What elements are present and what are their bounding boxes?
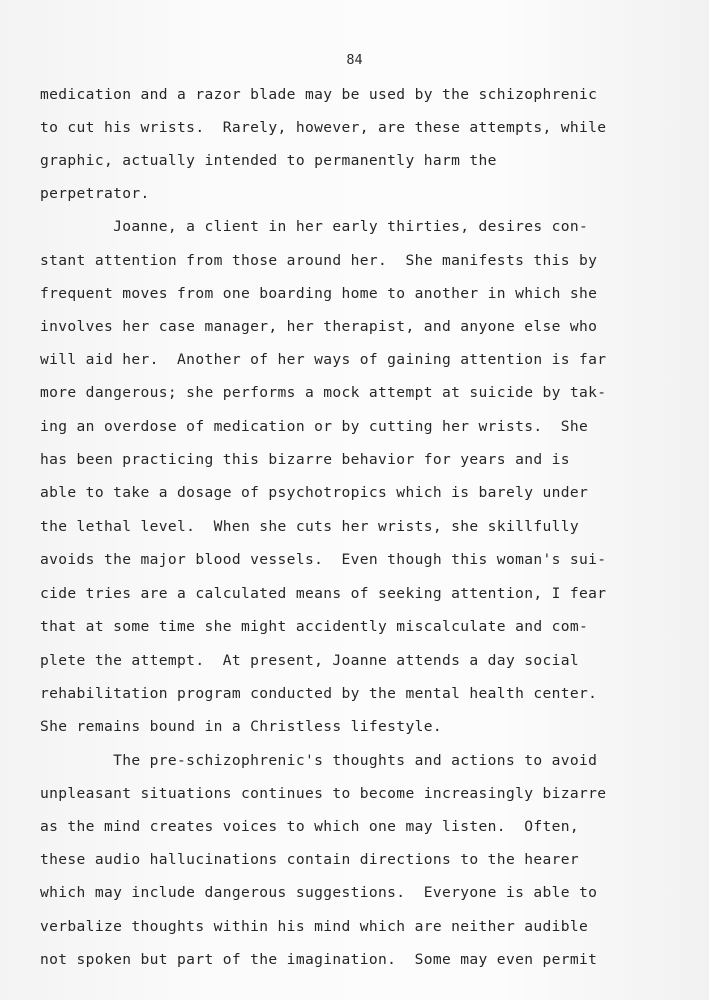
text-line: these audio hallucinations contain directions to the hearer (40, 851, 580, 868)
text-line: graphic, actually intended to permanently harm the (40, 152, 497, 169)
text-line: perpetrator. (40, 185, 150, 202)
text-line: involves her case manager, her therapist, and anyone else who (40, 318, 598, 335)
text-line: unpleasant situations continues to become increasingly bizarre (40, 785, 607, 802)
text-line: that at some time she might accidently miscalculate and com- (40, 618, 589, 635)
text-line: which may include dangerous suggestions. Everyone is able to (40, 884, 598, 901)
text-line: verbalize thoughts within his mind which are neither audible (40, 918, 589, 935)
text-line: avoids the major blood vessels. Even though this woman's sui- (40, 551, 607, 568)
text-line: able to take a dosage of psychotropics which is barely under (40, 484, 589, 501)
text-line: will aid her. Another of her ways of gaining attention is far (40, 351, 607, 368)
text-line: has been practicing this bizarre behavior for years and is (40, 451, 570, 468)
page-number: 84 (346, 52, 363, 68)
text-line: rehabilitation program conducted by the mental health center. (40, 685, 598, 702)
text-line: not spoken but part of the imagination. Some may even permit (40, 951, 598, 968)
text-line: ing an overdose of medication or by cutting her wrists. She (40, 418, 589, 435)
text-line: medication and a razor blade may be used by the schizophrenic (40, 86, 598, 103)
text-line: Joanne, a client in her early thirties, desires con- (40, 218, 589, 235)
text-line: more dangerous; she performs a mock attempt at suicide by tak- (40, 384, 607, 401)
text-line: She remains bound in a Christless lifestyle. (40, 718, 442, 735)
text-line: to cut his wrists. Rarely, however, are these attempts, while (40, 119, 607, 136)
text-line: the lethal level. When she cuts her wrists, she skillfully (40, 518, 580, 535)
text-line: plete the attempt. At present, Joanne attends a day social (40, 652, 580, 669)
text-line: as the mind creates voices to which one may listen. Often, (40, 818, 580, 835)
text-line: frequent moves from one boarding home to another in which she (40, 285, 598, 302)
text-line: The pre-schizophrenic's thoughts and actions to avoid (40, 752, 598, 769)
text-line: cide tries are a calculated means of seeking attention, I fear (40, 585, 607, 602)
text-line: stant attention from those around her. She manifests this by (40, 252, 598, 269)
